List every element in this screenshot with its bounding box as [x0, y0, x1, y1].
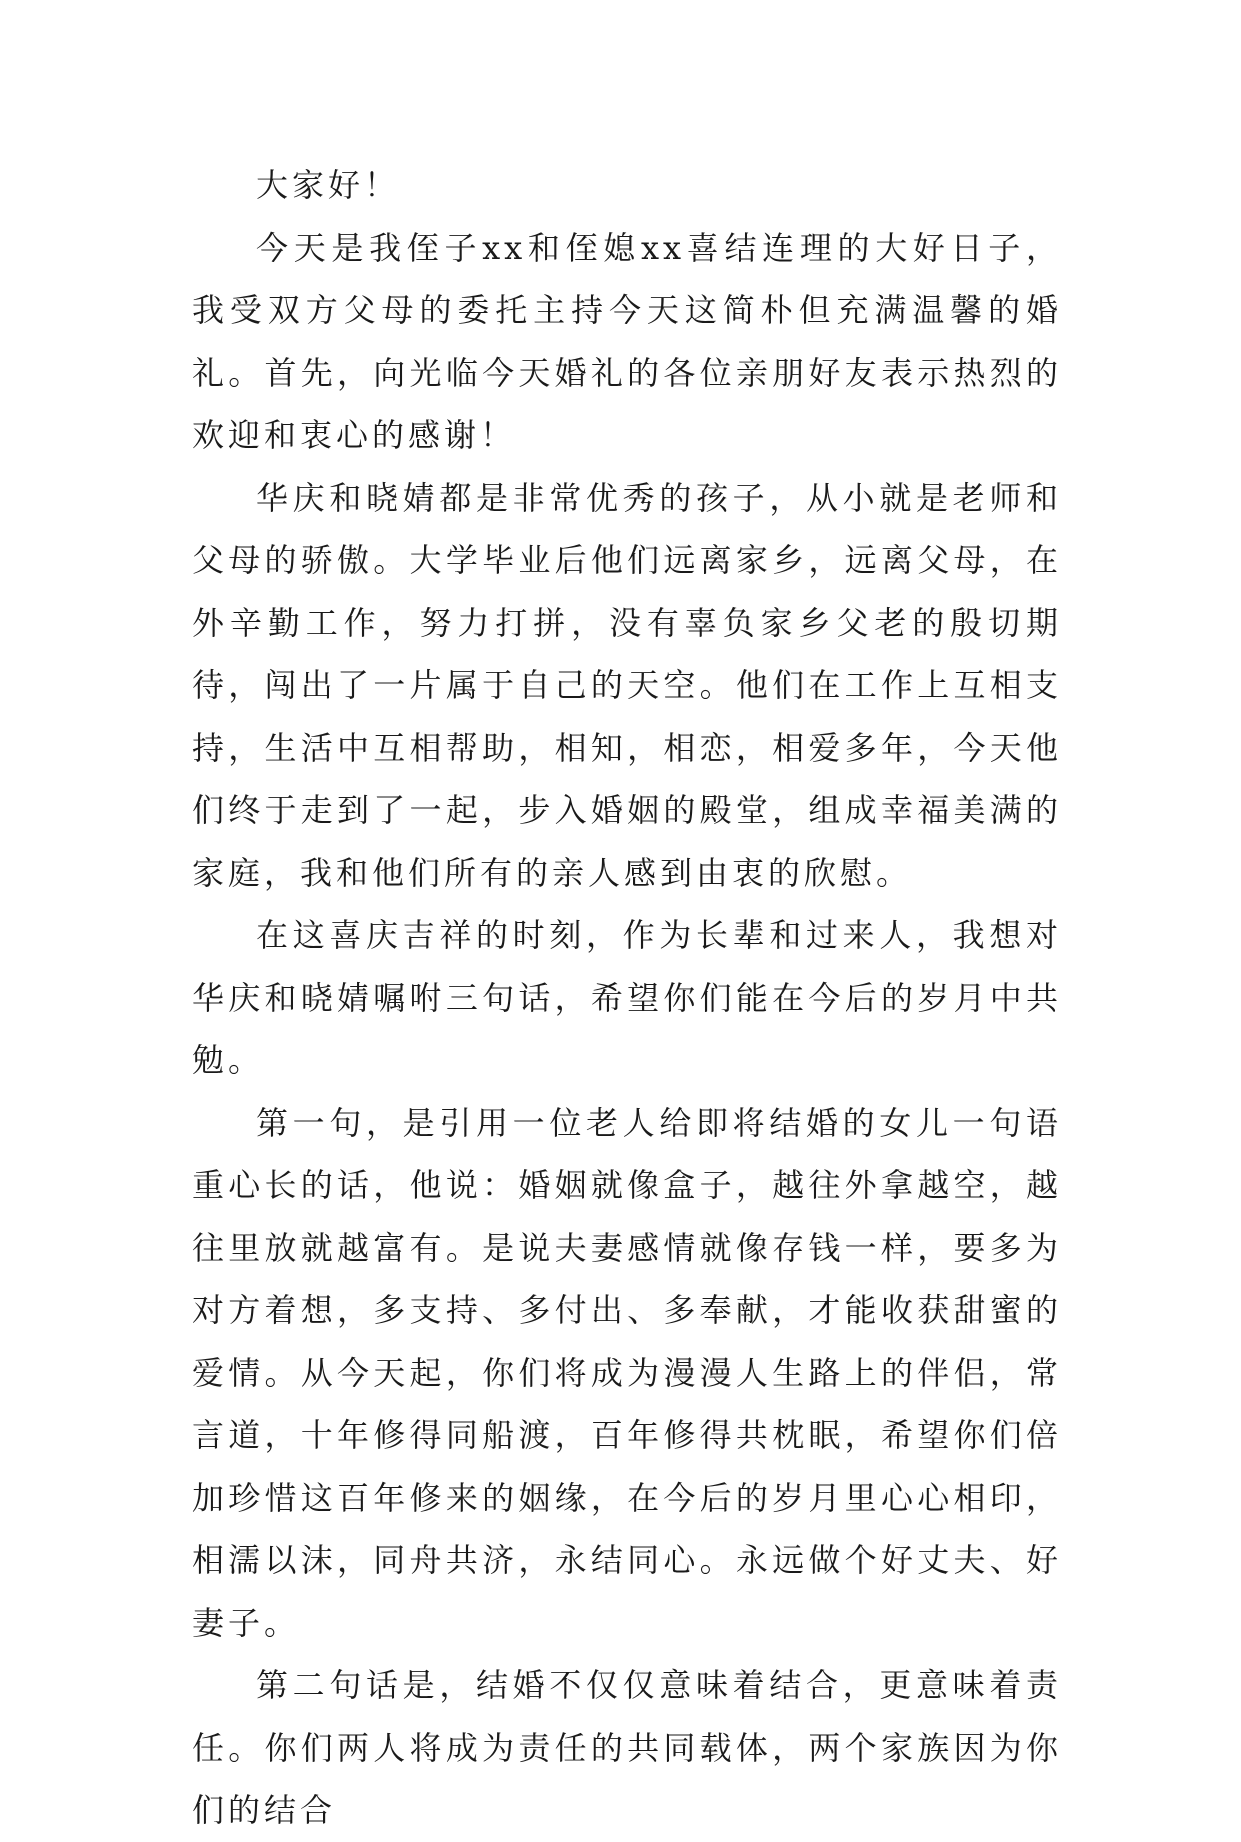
paragraph-couple-introduction: 华庆和晓婧都是非常优秀的孩子，从小就是老师和父母的骄傲。大学毕业后他们远离家乡，远离父母，在外辛勤工作，努力打拼，没有辜负家乡父老的殷切期待，闯出了一片属于自己的天空。他们在工作上互相支持，生活中互相帮助，相知，相恋，相爱多年，今天他们终于走到了一起，步入婚姻的殿堂，组成幸福美满的家庭，我和他们所有的亲人感到由衷的欣慰。 — [192, 478, 1062, 892]
paragraph-first-advice: 第一句，是引用一位老人给即将结婚的女儿一句语重心长的话，他说：婚姻就像盒子，越往外拿越空，越往里放就越富有。是说夫妻感情就像存钱一样，要多为对方着想，多支持、多付出、多奉献，才能收获甜蜜的爱情。从今天起，你们将成为漫漫人生路上的伴侣，常言道，十年修得同船渡，百年修得共枕眠，希望你们倍加珍惜这百年修来的姻缘，在今后的岁月里心心相印，相濡以沫，同舟共济，永结同心。永远做个好丈夫、好妻子。 — [192, 1103, 1062, 1642]
paragraph-three-advices: 在这喜庆吉祥的时刻，作为长辈和过来人，我想对华庆和晓婧嘱咐三句话，希望你们能在今后的岁月中共勉。 — [192, 916, 1062, 1079]
paragraph-opening: 今天是我侄子xx和侄媳xx喜结连理的大好日子，我受双方父母的委托主持今天这简朴但充满温馨的婚礼。首先，向光临今天婚礼的各位亲朋好友表示热烈的欢迎和衷心的感谢！ — [192, 228, 1062, 454]
paragraph-second-advice: 第二句话是，结婚不仅仅意味着结合，更意味着责任。你们两人将成为责任的共同载体，两个家族因为你们的结合 — [192, 1666, 1062, 1829]
speech-body — [192, 154, 1062, 1842]
paragraph-greeting: 大家好！ — [256, 166, 401, 204]
